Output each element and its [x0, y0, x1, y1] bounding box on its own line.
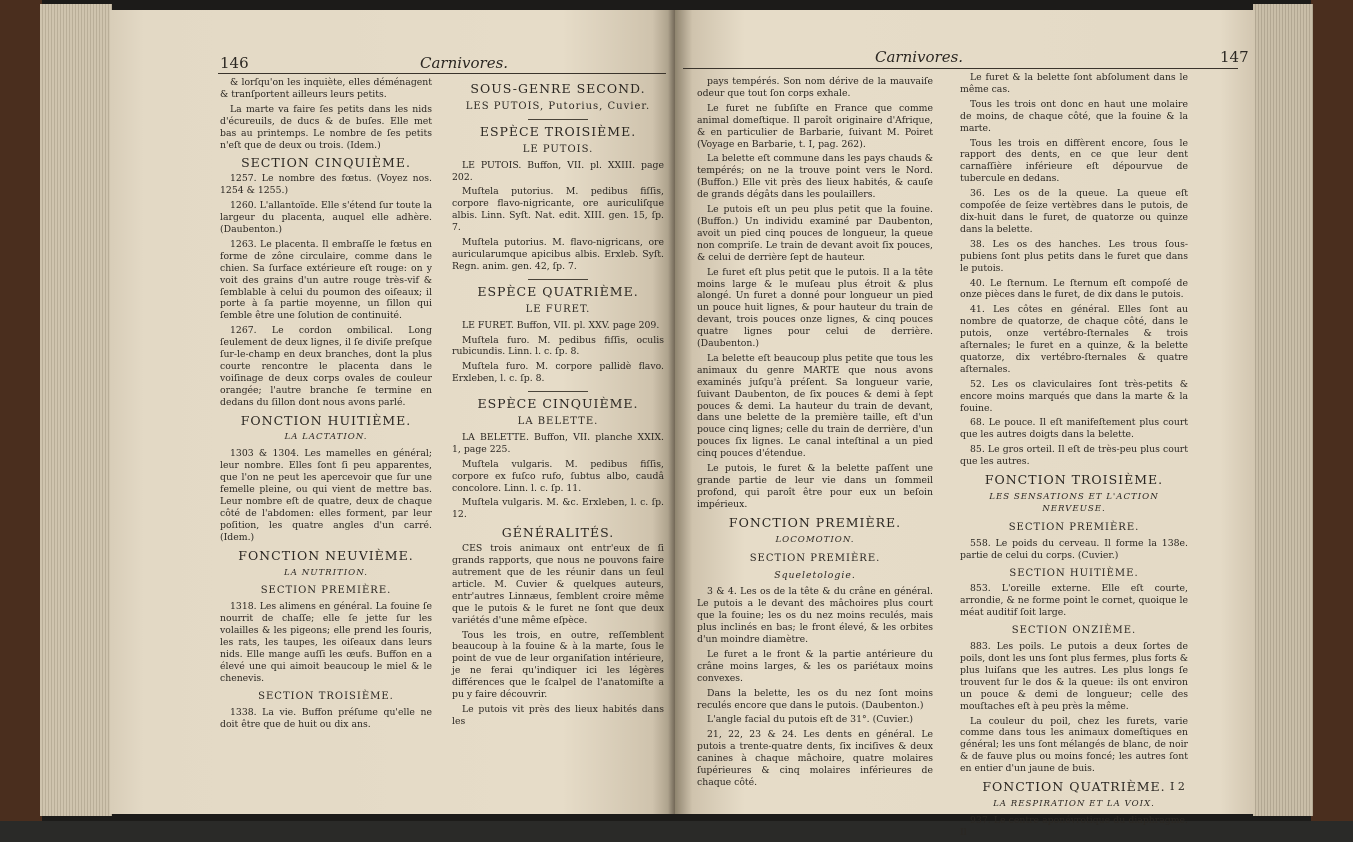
left-header-rule — [218, 73, 666, 74]
paragraph: Dans la belette, les os du nez ſont moins reculés encore que dans le putois. (Daubenton.) — [697, 687, 933, 711]
paragraph: CES trois animaux ont entr'eux de ſi grands rapports, que nous ne pouvons faire autrement que de les réunir dans un ſeul article. M. Cuvier & quelques auteurs, entr'autres Linnæus, ſemblent croire même que le putois & le furet ne ſont que deux variétés d'une même eſpèce. — [452, 543, 664, 626]
subsection-heading: LES PUTOIS, Putorius, Cuvier. — [465, 100, 651, 112]
paragraph: 85. Le gros orteil. Il eſt de très-peu plus court que les autres. — [960, 444, 1188, 468]
paragraph: Muſtela putorius. M. pedibus fiſſis, corpore flavo-nigricante, ore auriculiſque albis. Linn. Syſt. Nat. edit. XIII. gen. 15, ſp. 7. — [452, 186, 664, 234]
paragraph: 1257. Le nombre des fœtus. (Voyez nos. 1254 & 1255.) — [220, 173, 432, 197]
left-column-1 — [220, 77, 432, 733]
italic-heading: Squeletologie. — [774, 570, 856, 582]
paragraph: Le furet a le front & la partie antérieure du crâne moins larges, & les os pariétaux moins convexes. — [697, 648, 933, 684]
section-heading: GÉNÉRALITÉS. — [501, 525, 615, 541]
paragraph: 937. Le centre aponévrotique du diaphragme. Il — [960, 814, 1188, 838]
subsection-heading: SECTION PREMIÈRE. — [749, 552, 881, 564]
paragraph: LE FURET. Buffon, VII. pl. XXV. page 209. — [462, 319, 660, 331]
paragraph: L'angle facial du putois eſt de 31°. (Cuvier.) — [707, 714, 914, 726]
function-subtitle: LES SENSATIONS ET L'ACTION NERVEUSE. — [989, 492, 1159, 514]
section-separator — [528, 279, 588, 280]
section-heading: ESPÈCE QUATRIÈME. — [477, 283, 639, 299]
paragraph: Tous les trois ont donc en haut une molaire de moins, de chaque côté, que la fouine & la marte. — [960, 98, 1188, 134]
paragraph: 853. L'oreille externe. Elle eſt courte, arrondie, & ne forme point le cornet, quoique le méat auditif ſoit large. — [960, 583, 1188, 619]
paragraph: Le furet eſt plus petit que le putois. Il a la tête moins large & le muſeau plus étroit & plus alongé. Un furet a donné pour longueur un pied un pouce huit lignes, & pour hauteur du train de devant, trois pouces onze lignes, & cinq pouces quatre lignes pour celui de derrière. (Daubenton.) — [697, 266, 933, 350]
paragraph: & lorſqu'on les inquiète, elles déménagent & tranſportent ailleurs leurs petits. — [220, 77, 432, 100]
section-heading: FONCTION HUITIÈME. — [240, 412, 412, 428]
section-heading: FONCTION TROISIÈME. — [984, 472, 1164, 488]
paragraph: Tous les trois en diffèrent encore, ſous le rapport des dents, en ce que leur dent carnaſſière inférieure eſt dépourvue de tubercule en dedans. — [960, 137, 1188, 185]
paragraph: 883. Les poils. Le putois a deux ſortes de poils, dont les uns ſont plus fermes, plus forts & plus luiſans que les autres. Les plus longs ſe trouvent ſur le dos & la queue: ils ont environ un pouce & demi de longueur; celle des mouſtaches eſt à peu près la même. — [960, 641, 1188, 712]
left-column-2 — [452, 77, 664, 731]
page-edges-left — [40, 4, 112, 816]
paragraph: LA BELETTE. Buffon, VII. planche XXIX. 1, page 225. — [452, 431, 664, 455]
paragraph: La belette eſt beaucoup plus petite que tous les animaux du genre MARTE que nous avons examinés juſqu'à préſent. Sa longueur varie, ſuivant Daubenton, de ſix pouces & demi à ſept pouces & demi. La hauteur du train de devant, dans une belette de la première taille, eſt d'un pouce cinq lignes; celle du train de derrière, d'un pouces ſix lignes. Le canal inteſtinal a un pied cinq pouces d'étendue. — [697, 352, 933, 460]
right-header-rule — [683, 68, 1238, 69]
signature-mark: I 2 — [1170, 780, 1185, 793]
function-subtitle: LA RESPIRATION ET LA VOIX. — [993, 798, 1155, 809]
paragraph: Le furet & la belette ſont abſolument dans le même cas. — [960, 72, 1188, 95]
section-heading: ESPÈCE CINQUIÈME. — [477, 396, 639, 412]
right-column-1 — [697, 76, 933, 792]
paragraph: 52. Les os claviculaires ſont très-petits & encore moins marqués que dans la marte & la fouine. — [960, 378, 1188, 414]
left-page-number: 146 — [220, 54, 249, 72]
subsection-heading: SECTION TROISIÈME. — [258, 690, 394, 702]
subsection-heading: SECTION ONZIÈME. — [1011, 625, 1137, 637]
paragraph: Muſtela furo. M. corpore pallidè flavo. Erxleben, l. c. ſp. 8. — [452, 361, 664, 385]
cover-left — [0, 0, 42, 821]
cover-right — [1311, 0, 1353, 821]
paragraph: 1338. La vie. Buffon préſume qu'elle ne doit être que de huit ou dix ans. — [220, 706, 432, 730]
function-subtitle: LA LACTATION. — [284, 432, 368, 443]
section-heading: ESPÈCE TROISIÈME. — [479, 123, 637, 139]
subsection-heading: LE FURET. — [525, 303, 591, 315]
subsection-heading: LE PUTOIS. — [522, 143, 594, 155]
paragraph: 1260. L'allantoïde. Elle s'étend ſur toute la largeur du placenta, auquel elle adhère. (Daubenton.) — [220, 200, 432, 235]
subsection-heading: LA BELETTE. — [517, 416, 599, 428]
subsection-heading: SECTION PREMIÈRE. — [260, 585, 392, 597]
paragraph: Muſtela vulgaris. M. &c. Erxleben, l. c. ſp. 12. — [452, 497, 664, 521]
paragraph: Le putois, le furet & la belette paſſent une grande partie de leur vie dans un ſommeil profond, qui paroît être pour eux un beſoin impérieux. — [697, 463, 933, 510]
paragraph: Le putois vit près des lieux habités dans les — [452, 703, 664, 727]
paragraph: Muſtela vulgaris. M. pedibus fiſſis, corpore ex fuſco rufo, ſubtus albo, caudâ concolore. Linn. l. c. ſp. 11. — [452, 458, 664, 494]
function-subtitle: LOCOMOTION. — [775, 534, 855, 545]
section-heading: SOUS-GENRE SECOND. — [470, 81, 646, 96]
right-page — [675, 10, 1255, 838]
section-heading: SECTION CINQUIÈME. — [241, 155, 411, 171]
paragraph: pays tempérés. Son nom dérive de la mauvaiſe odeur que tout ſon corps exhale. — [697, 76, 933, 99]
paragraph: 38. Les os des hanches. Les trous ſous-pubiens ſont plus petits dans le furet que dans le putois. — [960, 238, 1188, 274]
paragraph: La couleur du poil, chez les furets, varie comme dans tous les animaux domeſtiques en général; les uns ſont mélangés de blanc, de noir & de fauve plus ou moins foncé; les autres ſont en entier d'un jaune de buis. — [960, 715, 1188, 775]
paragraph: Le furet ne ſubſiſte en France que comme animal domeſtique. Il paroît originaire d'Afrique, & en particulier de Barbarie, ſuivant M. Poiret (Voyage en Barbarie, t. I, pag. 262). — [697, 102, 933, 150]
paragraph: 41. Les côtes en général. Elles ſont au nombre de quatorze, de chaque côté, dans le putois, onze vertébro-ſternales & trois aſternales; le furet en a quinze, & la belette quatorze, dix vertébro-ſternales & quatre aſternales. — [960, 304, 1188, 375]
right-running-title: Carnivores. — [875, 48, 964, 66]
paragraph: 1303 & 1304. Les mamelles en général; leur nombre. Elles ſont ſi peu apparentes, que l'on ne peut les apercevoir que ſur une femelle pleine, ou qui vient de mettre bas. Leur nombre eſt de quatre, deux de chaque côté de l'abdomen: elles forment, par leur poſition, les quatre angles d'un carré. (Idem.) — [220, 448, 432, 543]
paragraph: Tous les trois, en outre, reſſemblent beaucoup à la fouine & à la marte, ſous le point de vue de leur organiſation intérieure, je ne ferai qu'indiquer ici les légères différences que le ſcalpel de l'anatomiſte a pu y faire découvrir. — [452, 629, 664, 701]
section-heading: FONCTION QUATRIÈME. — [982, 779, 1166, 795]
subsection-heading: SECTION HUITIÈME. — [1009, 567, 1139, 579]
paragraph: 1318. Les alimens en général. La fouine ſe nourrit de chaſſe; elle ſe jette ſur les volailles & les pigeons; elle prend les ſouris, les rats, les taupes, les oiſeaux dans leurs nids. Elle mange auſſi les œufs. Buffon en a élevé une qui aimoit beaucoup le miel & le chenevis. — [220, 601, 432, 684]
paragraph: Muſtela furo. M. pedibus fiſſis, oculis rubicundis. Linn. l. c. ſp. 8. — [452, 334, 664, 358]
paragraph: 1263. Le placenta. Il embraſſe le fœtus en forme de zône circulaire, comme dans le chien. Sa ſurface extérieure eſt rouge: on y voit des grains d'un autre rouge très-vif & ſemblable à celui du poumon des oiſeaux; il porte à ſa partie moyenne, un ſillon qui ſemble être une ſolution de continuité. — [220, 238, 432, 322]
paragraph: 1267. Le cordon ombilical. Long ſeulement de deux lignes, il ſe diviſe preſque ſur-le-champ en deux branches, dont la plus courte rencontre le placenta dans le voiſinage de deux corps ovales de couleur orangée; l'autre branche ſe termine en dedans du ſillon dont nous avons parlé. — [220, 325, 432, 408]
function-subtitle: LA NUTRITION. — [284, 567, 368, 578]
subsection-heading: SECTION PREMIÈRE. — [1008, 521, 1140, 533]
right-column-2 — [960, 72, 1188, 842]
paragraph: 68. Le pouce. Il eſt manifeſtement plus court que les autres doigts dans la belette. — [960, 417, 1188, 441]
section-separator — [528, 119, 588, 120]
right-page-number: 147 — [1220, 48, 1249, 66]
section-separator — [528, 391, 588, 392]
left-running-title: Carnivores. — [420, 54, 509, 72]
section-heading: FONCTION NEUVIÈME. — [238, 547, 414, 563]
section-heading: FONCTION PREMIÈRE. — [728, 514, 902, 530]
paragraph: Le putois eſt un peu plus petit que la fouine. (Buffon.) Un individu examiné par Daubenton, avoit un pied cinq pouces de longueur, la queue non compriſe. Le train de devant avoit ſix pouces, & celui de derrière ſept de hauteur. — [697, 204, 933, 263]
paragraph: Muſtela putorius. M. flavo-nigricans, ore auricularumque apicibus albis. Erxleb. Syſt. Regn. anim. gen. 42, ſp. 7. — [452, 237, 664, 272]
left-page — [110, 10, 675, 814]
paragraph: LE PUTOIS. Buffon, VII. pl. XXIII. page 202. — [452, 159, 664, 183]
page-edges-right — [1253, 4, 1313, 816]
paragraph: 40. Le ſternum. Le ſternum eſt compoſé de onze pièces dans le furet, de dix dans le putois. — [960, 277, 1188, 301]
paragraph: 3 & 4. Les os de la tête & du crâne en général. Le putois a le devant des mâchoires plus court que la fouine; les os du nez moins reculés, mais plus inclinés en bas; le front élevé, & les orbites d'un moindre diamètre. — [697, 586, 933, 645]
paragraph: 21, 22, 23 & 24. Les dents en général. Le putois a trente-quatre dents, ſix inciſives & deux canines à chaque mâchoire, quatre molaires ſupérieures & cinq molaires inférieures de chaque côté. — [697, 729, 933, 788]
paragraph: 36. Les os de la queue. La queue eſt compoſée de ſeize vertèbres dans le putois, de dix-huit dans le furet, de quatorze ou quinze dans la belette. — [960, 188, 1188, 235]
paragraph: La marte va faire ſes petits dans les nids d'écureuils, de ducs & de buſes. Elle met bas au printemps. Le nombre de ſes petits n'eſt que de deux ou trois. (Idem.) — [220, 103, 432, 151]
paragraph: 558. Le poids du cerveau. Il forme la 138e. partie de celui du corps. (Cuvier.) — [960, 537, 1188, 561]
paragraph: La belette eſt commune dans les pays chauds & tempérés; on ne la trouve point vers le Nord. (Buffon.) Elle vit près des lieux habités, & cauſe de grands dégâts dans les poulaillers. — [697, 153, 933, 201]
